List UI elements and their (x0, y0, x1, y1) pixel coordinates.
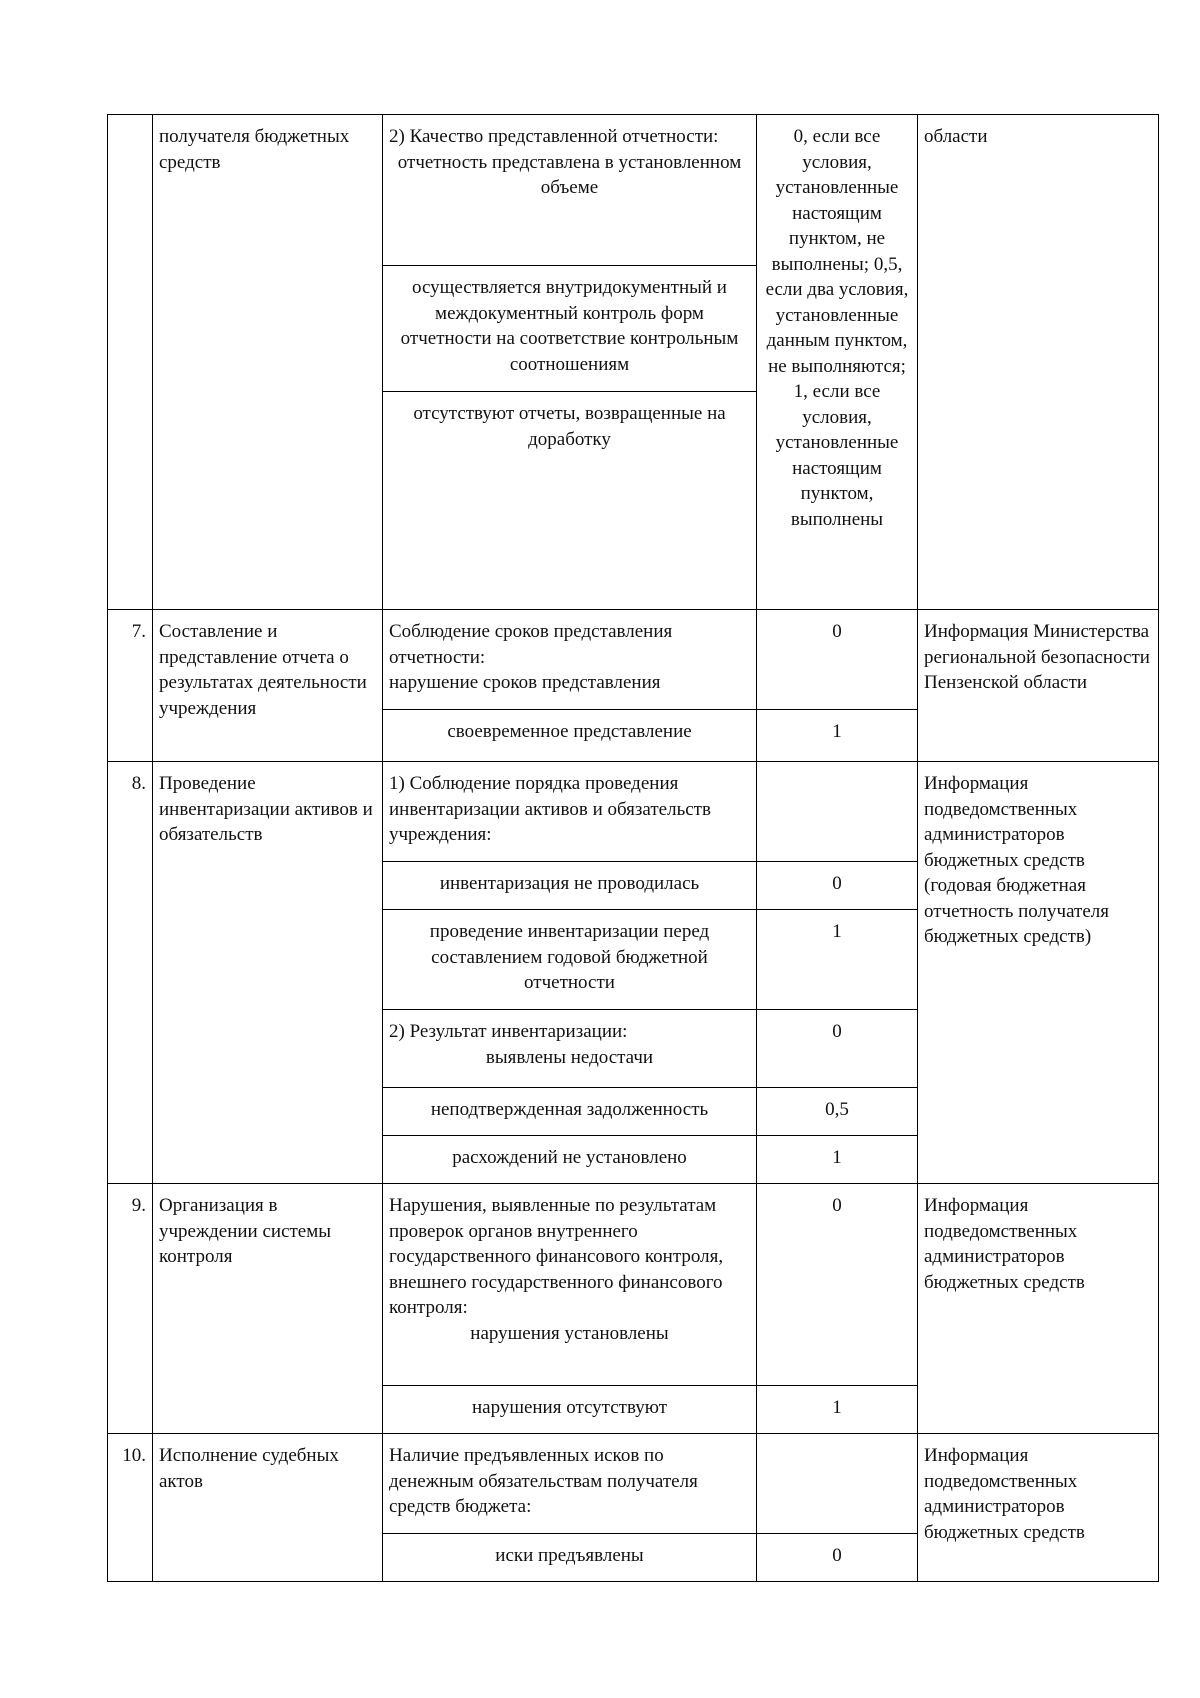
score-cell: 0, если все условия, установленные настоящим пунктом, не выполнены; 0,5, если два условия, установленные данным пунктом, не выполняются; 1, если все условия, установленные настоящим пунктом, выполнены (757, 115, 918, 610)
indicator-name: Исполнение судебных актов (153, 1434, 383, 1582)
criterion-cell: неподтвержденная задолженность (383, 1088, 757, 1136)
score-cell: 1 (757, 1386, 918, 1434)
score-cell: 0 (757, 862, 918, 910)
score-cell (757, 762, 918, 862)
criteria-table (107, 114, 1159, 1582)
criterion-text: нарушения установлены (470, 1322, 669, 1344)
row-number: 10. (108, 1434, 153, 1582)
criterion-text: выявлены недостачи (485, 1046, 654, 1068)
score-cell: 1 (757, 1136, 918, 1184)
row-number: 7. (108, 610, 153, 762)
criterion-cell: Наличие предъявленных исков по денежным обязательствам получателя средств бюджета: (383, 1434, 757, 1534)
table-row (108, 1184, 1159, 1386)
criterion-cell: 1) Соблюдение порядка проведения инвентаризации активов и обязательств учреждения: (383, 762, 757, 862)
criterion-cell: расхождений не установлено (383, 1136, 757, 1184)
source-cell: области (918, 115, 1159, 610)
criterion-cell: иски предъявлены (383, 1534, 757, 1582)
criterion-cell: осуществляется внутридокументный и междокументный контроль форм отчетности на соответствие контрольным соотношениям (383, 266, 757, 392)
criterion-intro: Соблюдение сроков представления отчетности: (389, 621, 673, 668)
table-row (108, 1434, 1159, 1534)
criterion-text: нарушение сроков представления (389, 672, 661, 693)
criterion-cell: нарушения отсутствуют (383, 1386, 757, 1434)
source-cell: Информация подведомственных администраторов бюджетных средств (годовая бюджетная отчетность получателя бюджетных средств) (918, 762, 1159, 1184)
indicator-name: получателя бюджетных средств (153, 115, 383, 610)
indicator-name: Составление и представление отчета о результатах деятельности учреждения (153, 610, 383, 762)
criterion-cell: проведение инвентаризации перед составлением годовой бюджетной отчетности (383, 910, 757, 1010)
row-number: 9. (108, 1184, 153, 1434)
row-number: 8. (108, 762, 153, 1184)
score-cell: 0 (757, 1534, 918, 1582)
source-cell: Информация подведомственных администраторов бюджетных средств (918, 1184, 1159, 1434)
criterion-cell: своевременное представление (383, 710, 757, 762)
score-cell: 0,5 (757, 1088, 918, 1136)
score-cell (757, 1434, 918, 1534)
criterion-intro: 2) Результат инвентаризации: (389, 1021, 628, 1042)
score-cell: 0 (757, 1184, 918, 1386)
score-cell: 0 (757, 1010, 918, 1088)
criterion-cell: отсутствуют отчеты, возвращенные на доработку (383, 392, 757, 610)
criterion-cell: инвентаризация не проводилась (383, 862, 757, 910)
score-cell: 1 (757, 910, 918, 1010)
criterion-cell (383, 610, 757, 710)
criterion-intro: 2) Качество представленной отчетности: (389, 126, 719, 147)
criterion-cell (383, 115, 757, 266)
table-row (108, 115, 1159, 266)
indicator-name: Проведение инвентаризации активов и обязательств (153, 762, 383, 1184)
score-cell: 1 (757, 710, 918, 762)
criterion-intro: Нарушения, выявленные по результатам проверок органов внутреннего государственного финансового контроля, внешнего государственного финансового контроля: (389, 1195, 724, 1318)
table-row (108, 610, 1159, 710)
criterion-cell (383, 1010, 757, 1088)
criterion-cell (383, 1184, 757, 1386)
source-cell: Информация подведомственных администраторов бюджетных средств (918, 1434, 1159, 1582)
source-cell: Информация Министерства региональной безопасности Пензенской области (918, 610, 1159, 762)
table-row (108, 762, 1159, 862)
row-number (108, 115, 153, 610)
score-cell: 0 (757, 610, 918, 710)
criterion-text: отчетность представлена в установленном объеме (397, 151, 742, 198)
indicator-name: Организация в учреждении системы контроля (153, 1184, 383, 1434)
